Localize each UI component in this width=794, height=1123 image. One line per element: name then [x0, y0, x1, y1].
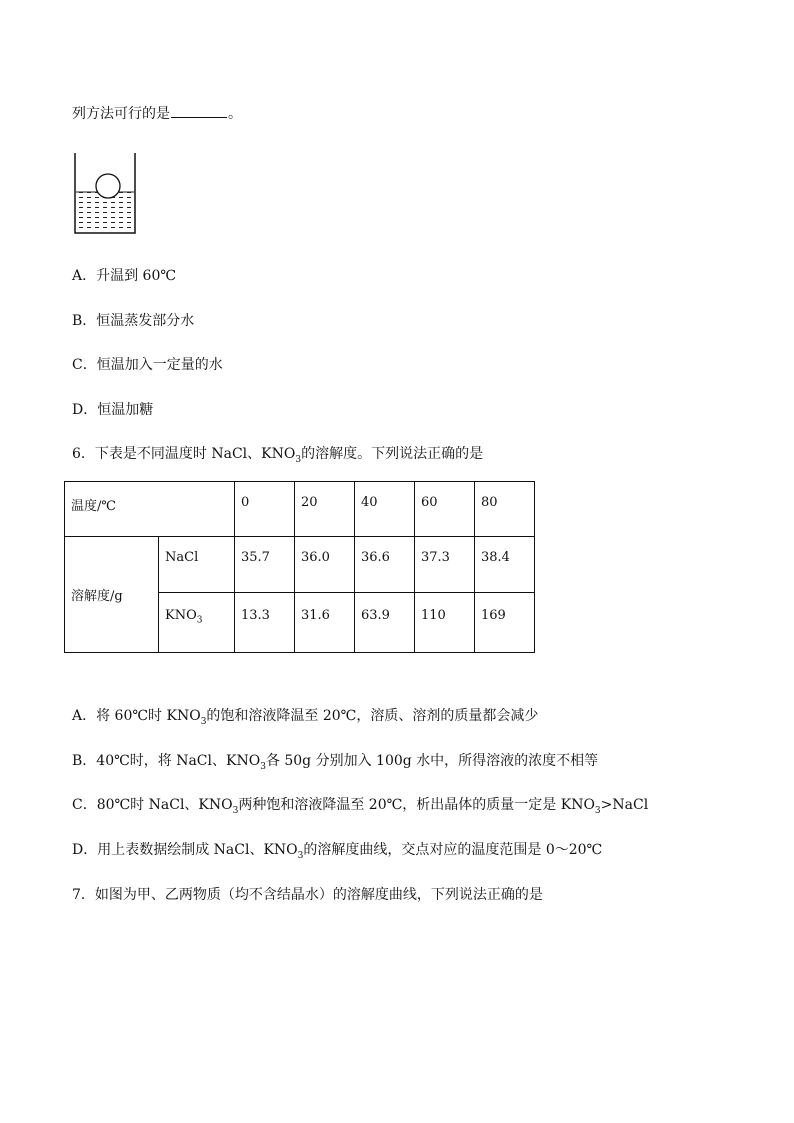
table-cell: 20 — [295, 482, 355, 537]
q6-a-part2: 的饱和溶液降温至 20℃，溶质、溶剂的质量都会减少 — [206, 708, 539, 724]
table-cell: 38.4 — [475, 537, 535, 593]
q6-c-part2: 两种饱和溶液降温至 20℃，析出晶体的质量一定是 KNO — [238, 797, 595, 813]
option-a: A．升温到 60℃ — [72, 268, 177, 284]
q6-a-part1: A．将 60℃时 KNO — [72, 708, 201, 724]
table-cell: 169 — [475, 593, 535, 653]
table-cell: 63.9 — [355, 593, 415, 653]
table-cell: 37.3 — [415, 537, 475, 593]
table-cell: 0 — [235, 482, 295, 537]
table-cell: 36.6 — [355, 537, 415, 593]
table-cell: 13.3 — [235, 593, 295, 653]
kno3-text: KNO — [165, 608, 197, 623]
q6-c-sub2: 3 — [594, 805, 601, 816]
q6-d-part1: D．用上表数据绘制成 NaCl、KNO — [72, 842, 298, 858]
kno3-sub: 3 — [196, 615, 203, 626]
option-d: D．恒温加糖 — [72, 402, 154, 418]
table-row — [65, 537, 535, 593]
q6-option-a — [72, 705, 538, 727]
nacl-label: NaCl — [159, 537, 235, 593]
q6-option-d — [72, 839, 602, 861]
table-cell: 80 — [475, 482, 535, 537]
q6-b-part2: 各 50g 分别加入 100g 水中，所得溶液的浓度不相等 — [265, 753, 599, 769]
q6-d-sub: 3 — [297, 850, 304, 861]
question-5-stem-end: 。 — [228, 106, 242, 122]
answer-blank — [171, 103, 227, 118]
table-cell: 36.0 — [295, 537, 355, 593]
q6-c-part3: >NaCl — [600, 797, 649, 813]
q6-b-sub: 3 — [260, 761, 266, 772]
q6-b-part1: B．40℃时，将 NaCl、KNO — [72, 753, 261, 769]
q6-option-c — [72, 794, 648, 816]
table-row — [65, 482, 535, 537]
question-6-stem — [72, 443, 483, 465]
solubility-table — [64, 481, 535, 653]
temp-header: 温度/℃ — [65, 482, 235, 537]
q6-c-part1: C．80℃时 NaCl、KNO — [72, 797, 233, 813]
table-cell: 31.6 — [295, 593, 355, 653]
q6-d-part2: 的溶解度曲线，交点对应的温度范围是 0～20℃ — [303, 842, 603, 858]
q6-stem-sub: 3 — [295, 454, 302, 465]
table-cell: 35.7 — [235, 537, 295, 593]
option-c: C．恒温加入一定量的水 — [72, 357, 223, 373]
table-cell: 40 — [355, 482, 415, 537]
q6-c-sub: 3 — [232, 805, 239, 816]
q6-a-sub: 3 — [200, 716, 207, 727]
floating-ball — [96, 174, 120, 198]
question-5-stem-text: 列方法可行的是 — [72, 106, 170, 122]
table-cell: 110 — [415, 593, 475, 653]
question-7-stem: 7．如图为甲、乙两物质（均不含结晶水）的溶解度曲线，下列说法正确的是 — [72, 887, 543, 903]
kno3-label — [159, 593, 235, 653]
beaker-figure — [70, 150, 140, 236]
solubility-header: 溶解度/g — [65, 537, 159, 653]
table-cell: 60 — [415, 482, 475, 537]
option-b: B．恒温蒸发部分水 — [72, 313, 195, 329]
q6-option-b — [72, 750, 598, 772]
q6-stem-part1: 6．下表是不同温度时 NaCl、KNO — [72, 446, 296, 462]
q6-stem-part2: 的溶解度。下列说法正确的是 — [301, 446, 484, 462]
question-5-stem — [72, 103, 242, 123]
